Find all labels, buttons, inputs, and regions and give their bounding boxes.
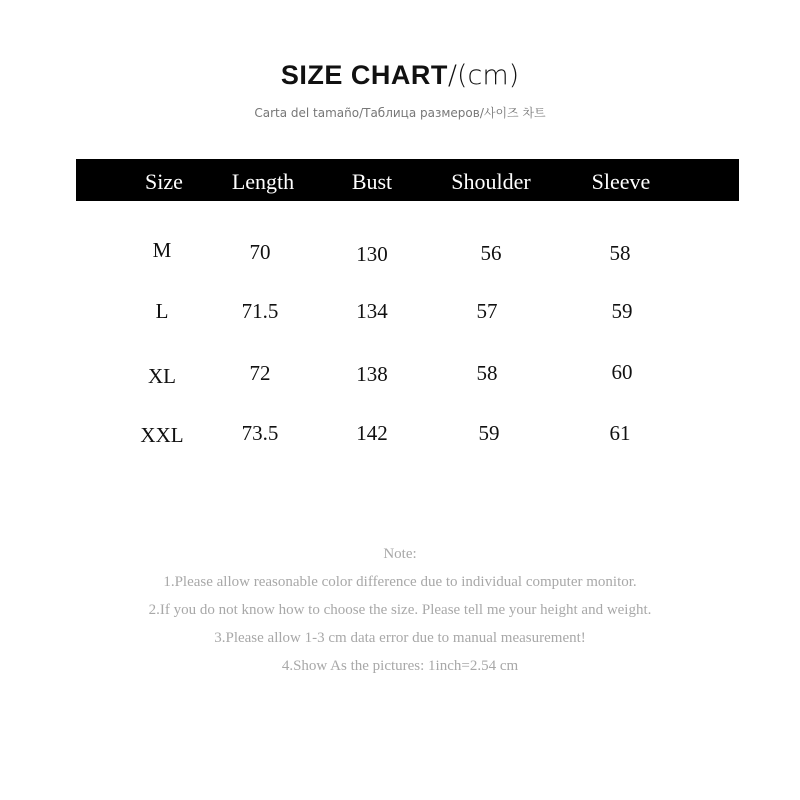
- header-shoulder: Shoulder: [451, 169, 531, 194]
- row-m-length: 70: [249, 240, 271, 264]
- row-xxl-shoulder: 59: [478, 421, 500, 445]
- row-m-size: M: [152, 238, 172, 262]
- row-xl-sleeve: 60: [611, 360, 633, 384]
- note-item: 1.Please allow reasonable color difference due to individual computer monitor.: [163, 574, 637, 590]
- table-header: [76, 159, 739, 201]
- row-l-size: L: [155, 299, 169, 323]
- row-xxl-sleeve: 61: [609, 421, 631, 445]
- note-item: 2.If you do not know how to choose the size. Please tell me your height and weight.: [148, 602, 652, 618]
- row-l-sleeve: 59: [611, 299, 633, 323]
- header-size: Size: [145, 169, 183, 194]
- size-chart-title: [0, 60, 800, 91]
- row-xl-length: 72: [249, 361, 271, 385]
- note-item: 4.Show As the pictures: 1inch=2.54 cm: [281, 658, 519, 674]
- header-sleeve: Sleeve: [591, 169, 651, 194]
- title-unit: /(cm): [447, 60, 520, 91]
- header-bust: Bust: [351, 169, 393, 194]
- row-m-bust: 130: [356, 242, 388, 266]
- title-main: SIZE CHART: [280, 60, 448, 90]
- row-xxl-length: 73.5: [241, 421, 279, 445]
- row-xl-bust: 138: [356, 362, 388, 386]
- row-xl-shoulder: 58: [476, 361, 498, 385]
- multilingual-subtitle: Carta del tamaño/Таблица размеров/사이즈 차트: [254, 106, 546, 120]
- header-length: Length: [231, 169, 295, 194]
- row-l-length: 71.5: [241, 299, 279, 323]
- row-m-shoulder: 56: [480, 241, 502, 265]
- note-item: 3.Please allow 1-3 cm data error due to manual measurement!: [214, 630, 586, 646]
- row-xl-size: XL: [148, 364, 176, 388]
- row-l-shoulder: 57: [476, 299, 498, 323]
- notes-section: [0, 540, 800, 680]
- row-m-sleeve: 58: [609, 241, 631, 265]
- row-xxl-bust: 142: [356, 421, 388, 445]
- row-l-bust: 134: [356, 299, 388, 323]
- notes-heading: Note:: [383, 546, 417, 562]
- row-xxl-size: XXL: [140, 423, 184, 447]
